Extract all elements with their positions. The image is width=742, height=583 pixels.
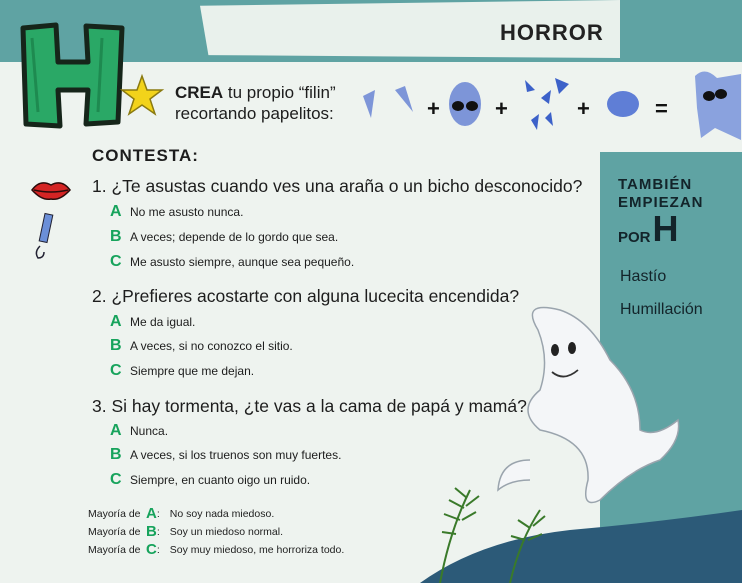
pencil-icon (30, 212, 60, 260)
svg-text:+: + (495, 96, 508, 121)
question-2: 2. ¿Prefieres acostarte con alguna lucecita encendida? (92, 286, 520, 306)
option-1c: C Me asusto siempre, aunque sea pequeño. (110, 253, 355, 270)
option-2c: C Siempre que me dejan. (110, 362, 255, 379)
big-h-letter-icon (18, 22, 130, 130)
option-1a: A No me asusto nunca. (110, 203, 244, 220)
star-icon (118, 74, 166, 118)
paper-pieces-equation (355, 68, 742, 140)
option-3b: B A veces, si los truenos son muy fuertes. (110, 446, 342, 463)
crea-instruction: CREA tu propio “filin” recortando papelitos: (175, 83, 336, 123)
page-title: HORROR (500, 20, 604, 45)
sidebar-heading: TAMBIÉN EMPIEZAN (618, 176, 704, 211)
option-2b: B A veces, si no conozco el sitio. (110, 337, 293, 354)
svg-text:+: + (427, 96, 440, 121)
summary-row-a: Mayoría de A : No soy nada miedoso. (88, 505, 275, 522)
sidebar-word: Humillación (620, 301, 703, 318)
option-1b: B A veces; depende de lo gordo que sea. (110, 228, 339, 245)
summary-row-c: Mayoría de C : Soy muy miedoso, me horroriza todo. (88, 541, 345, 558)
option-3c: C Siempre, en cuanto oigo un ruido. (110, 471, 311, 488)
option-3a: A Nunca. (110, 422, 169, 439)
svg-text:=: = (655, 96, 668, 121)
question-3: 3. Si hay tormenta, ¿te vas a la cama de papá y mamá? (92, 396, 527, 416)
summary-row-b: Mayoría de B : Soy un miedoso normal. (88, 523, 283, 540)
sidebar-word: Hastío (620, 268, 667, 285)
question-1: 1. ¿Te asustas cuando ves una araña o un bicho desconocido? (92, 176, 583, 196)
contesta-heading: CONTESTA: (92, 146, 199, 165)
lips-icon (30, 177, 72, 203)
ghost-illustration-icon (420, 290, 742, 583)
svg-text:+: + (577, 96, 590, 121)
sidebar-por-h: POR H (618, 208, 679, 249)
option-2a: A Me da igual. (110, 313, 196, 330)
